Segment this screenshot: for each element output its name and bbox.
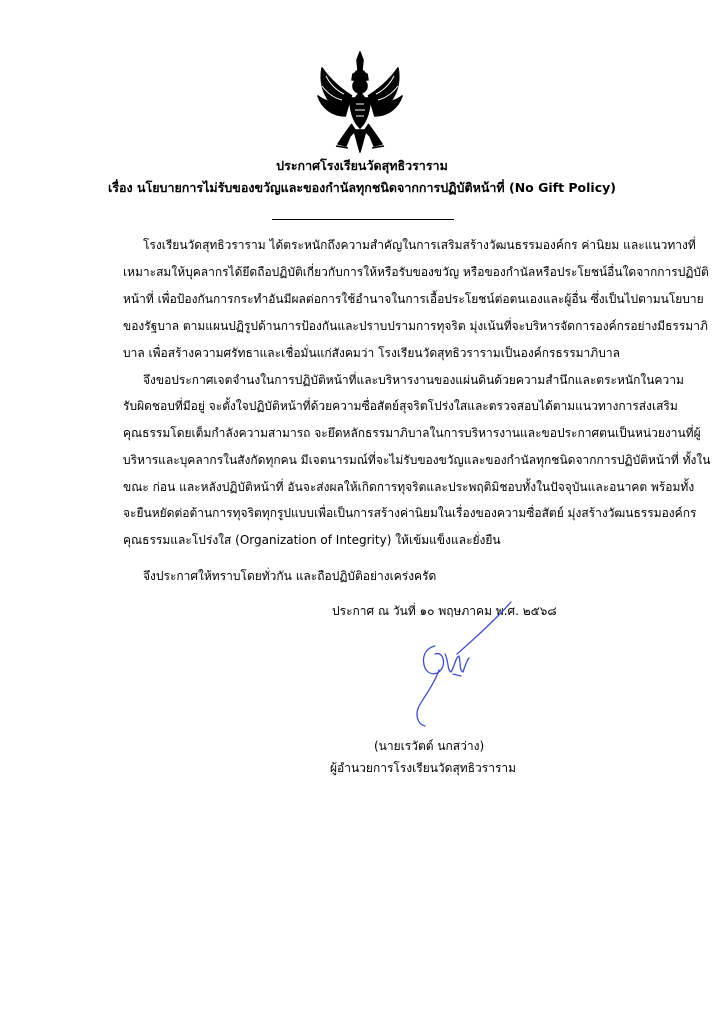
paragraph-2-line: คุณธรรมโดยเต็มกำลังความสามารถ จะยึดหลักธรรมาภิบาลในการบริหารงานและขอประกาศตนเป็นหน่วยงานที่ผู้ bbox=[123, 426, 701, 440]
paragraph-1-line: เหมาะสมให้บุคลากรได้ยึดถือปฏิบัติเกี่ยวกับการให้หรือรับของขวัญ หรือของกำนัลหรือประโยชน์อื่นใดจากการปฏิบัติ bbox=[123, 265, 709, 279]
signer-name: (นายเรวัตต์ นกสว่าง) bbox=[374, 739, 485, 753]
announcement-subject: เรื่อง นโยบายการไม่รับของขวัญและของกำนัลทุกชนิดจากการปฏิบัติหน้าที่ (No Gift Policy) bbox=[108, 180, 616, 195]
director-signature bbox=[395, 596, 515, 736]
paragraph-2-line: ขณะ ก่อน และหลังปฏิบัติหน้าที่ อันจะส่งผลให้เกิดการทุจริตและประพฤติมิชอบทั้งในปัจจุบันและอนาคต พร้อมทั้ง bbox=[123, 480, 695, 494]
signer-position: ผู้อำนวยการโรงเรียนวัดสุทธิวราราม bbox=[330, 761, 517, 775]
paragraph-2-line: จึงขอประกาศเจตจำนงในการปฏิบัติหน้าที่และบริหารงานของแผ่นดินด้วยความสำนึกและตระหนักในความ bbox=[143, 373, 684, 387]
paragraph-2-line: คุณธรรมและโปร่งใส (Organization of Integrity) ให้เข้มแข็งและยั่งยืน bbox=[123, 533, 501, 547]
paragraph-1-line: หน้าที่ เพื่อป้องกันการกระทำอันมีผลต่อการใช้อำนาจในการเอื้อประโยชน์ต่อตนเองและผู้อื่น ซึ่งเป็นไปตามนโยบาย bbox=[123, 292, 704, 306]
paragraph-2-line: บริหารและบุคลากรในสังกัดทุกคน มีเจตนารมณ์ที่จะไม่รับของขวัญและของกำนัลทุกชนิดจากการปฏิบัติหน้าที่ ทั้งใน bbox=[123, 453, 711, 467]
paragraph-2-line: จะยืนหยัดต่อต้านการทุจริตทุกรูปแบบเพื่อเป็นการสร้างค่านิยมในเรื่องของความซื่อสัตย์ มุ่งสร้างวัฒนธรรมองค์กร bbox=[123, 506, 697, 520]
announcement-title: ประกาศโรงเรียนวัดสุทธิวราราม bbox=[276, 158, 448, 173]
paragraph-1-line: ของรัฐบาล ตามแผนปฏิรูปด้านการป้องกันและปราบปรามการทุจริต มุ่งเน้นที่จะบริหารจัดการองค์กรอย่างมีธรรมาภิ bbox=[123, 319, 708, 333]
paragraph-1-line: โรงเรียนวัดสุทธิวราราม ได้ตระหนักถึงความสำคัญในการเสริมสร้างวัฒนธรรมองค์กร ค่านิยม และแนวทางที่ bbox=[143, 238, 696, 252]
closing-statement: จึงประกาศให้ทราบโดยทั่วกัน และถือปฏิบัติอย่างเคร่งครัด bbox=[143, 569, 437, 583]
paragraph-2-line: รับผิดชอบที่มีอยู่ จะตั้งใจปฏิบัติหน้าที่ด้วยความซื่อสัตย์สุจริตโปร่งใสและตรวจสอบได้ตามแนวทางการส่งเสริม bbox=[123, 399, 678, 413]
paragraph-1-line: บาล เพื่อสร้างความศรัทธาและเชื่อมั่นแก่สังคมว่า โรงเรียนวัดสุทธิวรารามเป็นองค์กรธรรมาภิบาล bbox=[123, 346, 620, 360]
garuda-emblem-icon bbox=[316, 50, 404, 154]
announcement-date: ประกาศ ณ วันที่ ๑๐ พฤษภาคม พ.ศ. ๒๕๖๘ bbox=[332, 604, 557, 618]
title-divider bbox=[272, 219, 454, 220]
